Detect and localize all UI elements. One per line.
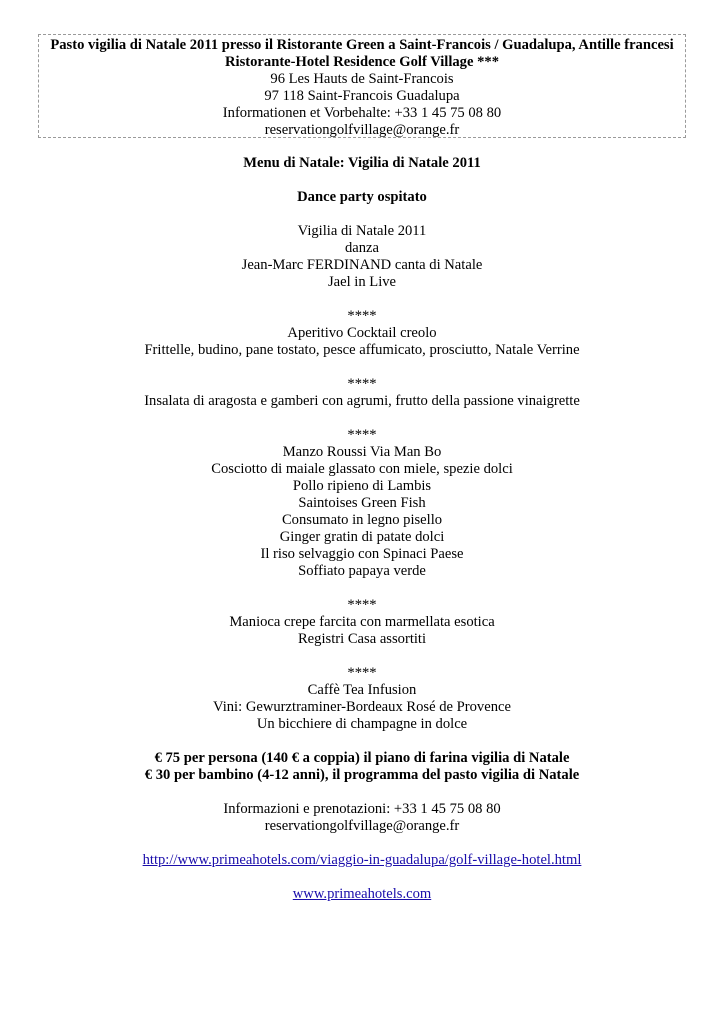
- menu-title: Menu di Natale: Vigilia di Natale 2011: [243, 155, 481, 171]
- intro-line: Vigilia di Natale 2011: [297, 223, 427, 239]
- course4-item: Registri Casa assortiti: [297, 631, 427, 647]
- course3-item: Cosciotto di maiale glassato con miele, spezie dolci: [211, 461, 513, 477]
- course3-item: Pollo ripieno di Lambis: [292, 478, 432, 494]
- intro-line: danza: [344, 240, 380, 256]
- course3-item: Ginger gratin di patate dolci: [279, 529, 445, 545]
- price-adult: € 75 per persona (140 € a coppia) il piano di farina vigilia di Natale: [154, 750, 570, 766]
- separator: ****: [347, 665, 377, 681]
- intro-line: Jean-Marc FERDINAND canta di Natale: [241, 257, 483, 273]
- header-title-line1: Pasto vigilia di Natale 2011 presso il Ristorante Green a Saint-Francois / Guadalupa, Antille francesi: [50, 37, 674, 53]
- course3-item: Soffiato papaya verde: [298, 563, 426, 579]
- header-title-line2: Ristorante-Hotel Residence Golf Village ***: [225, 54, 499, 70]
- header-address2: 97 118 Saint-Francois Guadalupa: [264, 88, 460, 104]
- separator: ****: [347, 427, 377, 443]
- separator: ****: [347, 308, 377, 324]
- header-email: reservationgolfvillage@orange.fr: [264, 122, 460, 138]
- menu-subtitle: Dance party ospitato: [297, 189, 427, 205]
- course4-item: Manioca crepe farcita con marmellata esotica: [229, 614, 495, 630]
- course3-item: Saintoises Green Fish: [298, 495, 426, 511]
- course1-item: Frittelle, budino, pane tostato, pesce affumicato, prosciutto, Natale Verrine: [144, 342, 580, 358]
- course3-item: Manzo Roussi Via Man Bo: [282, 444, 442, 460]
- course5-item: Un bicchiere di champagne in dolce: [256, 716, 468, 732]
- hotel-page-link[interactable]: http://www.primeahotels.com/viaggio-in-guadalupa/golf-village-hotel.html: [142, 852, 582, 868]
- header-contact: Informationen et Vorbehalte: +33 1 45 75 08 80: [222, 105, 502, 121]
- course3-item: Il riso selvaggio con Spinaci Paese: [260, 546, 464, 562]
- course5-item: Vini: Gewurztraminer-Bordeaux Rosé de Provence: [213, 699, 511, 715]
- info-line: Informazioni e prenotazioni: +33 1 45 75 08 80: [223, 801, 501, 817]
- separator: ****: [347, 376, 377, 392]
- menu-content: [0, 155, 724, 903]
- course5-item: Caffè Tea Infusion: [307, 682, 417, 698]
- separator: ****: [347, 597, 377, 613]
- intro-line: Jael in Live: [327, 274, 397, 290]
- header-address1: 96 Les Hauts de Saint-Francois: [270, 71, 454, 87]
- course3-item: Consumato in legno pisello: [281, 512, 443, 528]
- header-box: [38, 34, 686, 138]
- info-email: reservationgolfvillage@orange.fr: [264, 818, 460, 834]
- website-link[interactable]: www.primeahotels.com: [292, 886, 432, 902]
- price-child: € 30 per bambino (4-12 anni), il programma del pasto vigilia di Natale: [144, 767, 580, 783]
- course1-item: Aperitivo Cocktail creolo: [287, 325, 437, 341]
- course2-item: Insalata di aragosta e gamberi con agrumi, frutto della passione vinaigrette: [144, 393, 580, 409]
